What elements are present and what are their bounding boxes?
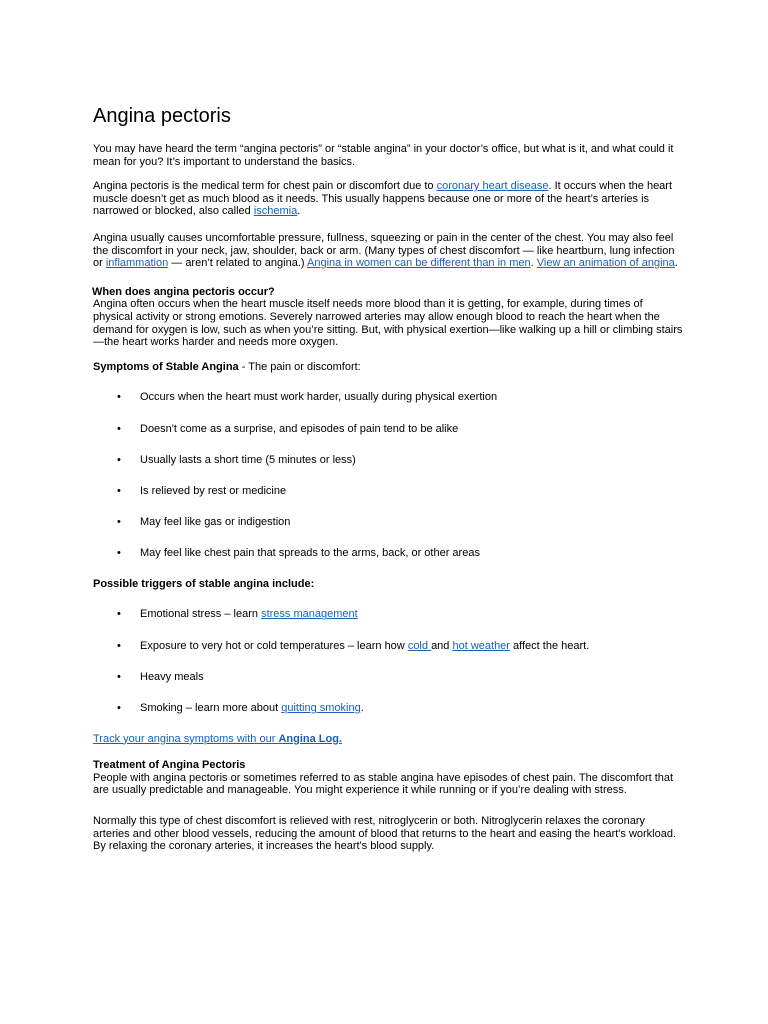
- list-item-text: Usually lasts a short time (5 minutes or less): [140, 453, 356, 466]
- angina-in-women-link[interactable]: Angina in women can be different than in men: [307, 257, 531, 270]
- hot-weather-link[interactable]: hot weather: [452, 639, 510, 652]
- symptoms-text-3: .: [530, 257, 537, 270]
- list-item: [93, 608, 683, 621]
- trigger-text: Heavy meals: [140, 670, 204, 683]
- bullet-icon: •: [117, 453, 121, 466]
- symptoms-text-4: .: [674, 257, 678, 270]
- list-item-text: Is relieved by rest or medicine: [140, 484, 287, 497]
- list-item: [93, 640, 683, 653]
- list-item: [93, 516, 683, 529]
- page-title: Angina pectoris: [93, 105, 231, 127]
- document-page: [93, 103, 683, 853]
- angina-log-link[interactable]: [93, 733, 342, 745]
- list-item: [93, 391, 683, 404]
- trigger-text: affect the heart.: [509, 639, 590, 652]
- intro-paragraph: You may have heard the term “angina pectoris” or “stable angina” in your doctor’s office, but what is it, and what could it mean for you? It’s important to understand the basics.: [93, 143, 674, 168]
- triggers-list: [93, 608, 683, 714]
- bullet-icon: •: [117, 516, 121, 529]
- angina-log-link-bold: Angina Log.: [278, 732, 342, 745]
- inflammation-link[interactable]: inflammation: [105, 257, 169, 270]
- list-item-text: Occurs when the heart must work harder, usually during physical exertion: [140, 391, 498, 404]
- trigger-text: Exposure to very hot or cold temperatures – learn how: [140, 639, 408, 652]
- list-item-text: May feel like gas or indigestion: [140, 516, 291, 529]
- cold-link[interactable]: cold: [407, 639, 432, 652]
- list-item: [93, 702, 683, 715]
- list-item: [93, 485, 683, 498]
- bullet-icon: •: [117, 608, 121, 621]
- coronary-heart-disease-link[interactable]: coronary heart disease: [436, 180, 549, 193]
- when-heading: When does angina pectoris occur?: [92, 285, 275, 298]
- bullet-icon: •: [117, 484, 121, 497]
- list-item: [93, 423, 683, 436]
- bullet-icon: •: [117, 702, 121, 714]
- definition-paragraph: [93, 180, 683, 218]
- bullet-icon: •: [117, 422, 121, 435]
- angina-animation-link[interactable]: View an animation of angina: [536, 257, 675, 270]
- symptoms-paragraph: [93, 232, 683, 270]
- symptoms-text-1: Angina usually causes uncomfortable pressure, fullness, squeezing or pain in the center of the chest. You may also feel the discomfort in your neck, jaw, shoulder, back or arm. (Many types of chest discomfort — like heartburn, lung infection or: [93, 231, 675, 270]
- bullet-icon: •: [117, 391, 121, 404]
- treatment-heading: Treatment of Angina Pectoris: [93, 759, 246, 772]
- trigger-text: and: [431, 639, 453, 652]
- list-item-text: Doesn't come as a surprise, and episodes of pain tend to be alike: [140, 422, 459, 435]
- definition-text-2: . It occurs when the heart muscle doesn’t get as much blood as it needs. This usually happens because one or more of the heart’s arteries is narrowed or blocked, also called: [93, 180, 673, 218]
- triggers-heading: Possible triggers of stable angina include:: [93, 577, 315, 590]
- nitroglycerin-paragraph: Normally this type of chest discomfort is relieved with rest, nitroglycerin or both. Nitroglycerin relaxes the coronary arteries and other blood vessels, reducing the amount of blood that returns to the heart and easing the heart's workload. By relaxing the coronary arteries, it increases the heart's blood supply.: [93, 814, 677, 853]
- definition-text-1: Angina pectoris is the medical term for chest pain or discomfort due to: [93, 180, 437, 193]
- stable-symptoms-suffix: - The pain or discomfort:: [238, 360, 361, 373]
- bullet-icon: •: [117, 639, 121, 652]
- stable-symptoms-list: [93, 391, 683, 560]
- ischemia-link[interactable]: ischemia: [253, 205, 298, 218]
- trigger-text: Emotional stress – learn: [140, 608, 262, 621]
- list-item-text: May feel like chest pain that spreads to the arms, back, or other areas: [140, 547, 480, 560]
- trigger-text: .: [360, 702, 364, 714]
- when-paragraph: Angina often occurs when the heart muscle itself needs more blood than it is getting, for example, during times of physical activity or strong emotions. Severely narrowed arteries may allow enough blood to reach the heart when the demand for oxygen is low, such as when you’re sitting. But, with physical exertion—like walking up a hill or climbing stairs—the heart works harder and needs more oxygen.: [93, 298, 683, 349]
- bullet-icon: •: [117, 670, 121, 683]
- list-item: [93, 547, 683, 560]
- bullet-icon: •: [117, 547, 121, 560]
- stress-management-link[interactable]: stress management: [261, 608, 358, 621]
- quitting-smoking-link[interactable]: quitting smoking: [281, 702, 361, 714]
- trigger-text: Smoking – learn more about: [140, 702, 282, 714]
- symptoms-text-2: — aren’t related to angina.): [168, 257, 308, 270]
- stable-symptoms-heading: Symptoms of Stable Angina: [93, 360, 239, 373]
- angina-log-link-text: Track your angina symptoms with our: [93, 732, 279, 745]
- definition-text-3: .: [297, 205, 301, 218]
- list-item: [93, 671, 683, 684]
- list-item: [93, 454, 683, 467]
- track-paragraph: [93, 733, 683, 746]
- treatment-paragraph: People with angina pectoris or sometimes referred to as stable angina have episodes of chest pain. The discomfort that are usually predictable and manageable. You might experience it while running or if you’re dealing with stress.: [93, 771, 674, 797]
- stable-symptoms-heading-line: [93, 361, 683, 374]
